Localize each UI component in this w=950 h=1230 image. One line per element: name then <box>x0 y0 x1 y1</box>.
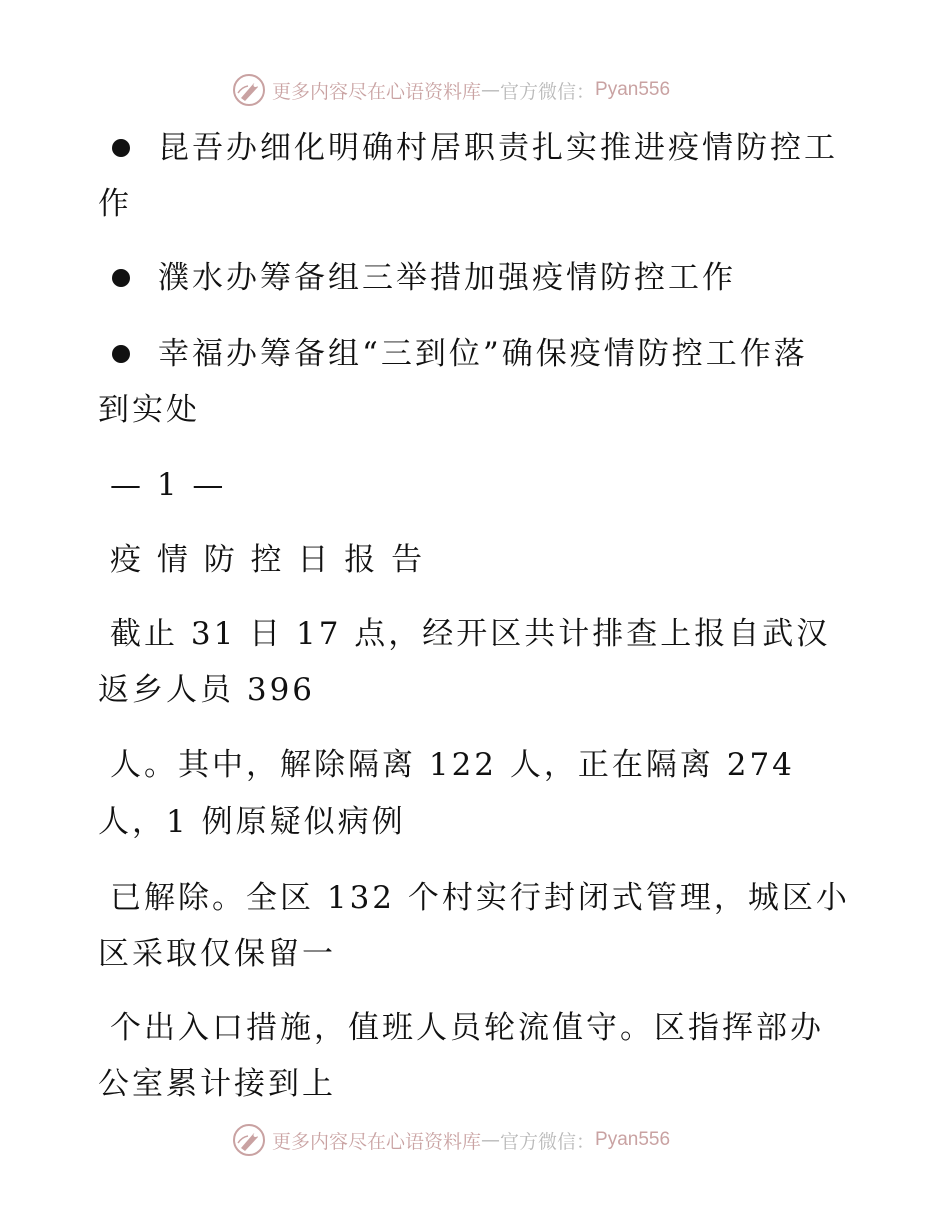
watermark-footer <box>232 1120 752 1160</box>
bullet-item-1 <box>112 128 838 168</box>
bullet-dot-icon <box>112 139 130 157</box>
watermark-header <box>232 70 752 110</box>
bullet-item-3-continuation: 到实处 <box>98 392 200 428</box>
report-title: 疫 情 防 控 日 报 告 <box>110 542 426 578</box>
pen-logo-icon <box>232 73 266 107</box>
paragraph-2-line-2: 人，1 例原疑似病例 <box>98 804 406 840</box>
bullet-item-1-continuation: 作 <box>98 186 132 222</box>
pen-logo-icon <box>232 1123 266 1157</box>
watermark-wechat-id: Pyan556 <box>595 1129 671 1150</box>
watermark-dash: — <box>481 79 501 101</box>
watermark-main-text: 更多内容尽在心语资料库 <box>272 80 482 103</box>
paragraph-4-line-1: 个出入口措施，值班人员轮流值守。区指挥部办 <box>110 1010 824 1046</box>
paragraph-1-line-2: 返乡人员 396 <box>98 672 316 708</box>
watermark-wechat-id: Pyan556 <box>595 79 671 100</box>
paragraph-3-line-2: 区采取仅保留一 <box>98 936 336 972</box>
paragraph-4-line-2: 公室累计接到上 <box>98 1066 336 1102</box>
bullet-item-3-text: 幸福办筹备组“三到位”确保疫情防控工作落 <box>158 336 808 372</box>
watermark-official-label: 官方微信： <box>500 80 596 103</box>
bullet-item-3 <box>112 334 808 374</box>
bullet-dot-icon <box>112 269 130 287</box>
watermark-main-text: 更多内容尽在心语资料库 <box>272 1130 482 1153</box>
watermark-dash: — <box>481 1129 501 1151</box>
page-number: — 1 — <box>110 467 227 503</box>
bullet-item-2 <box>112 258 736 298</box>
paragraph-2-line-1: 人。其中，解除隔离 122 人，正在隔离 274 <box>110 747 795 783</box>
paragraph-1-line-1: 截止 31 日 17 点，经开区共计排查上报自武汉 <box>110 616 831 652</box>
paragraph-3-line-1: 已解除。全区 132 个村实行封闭式管理，城区小 <box>110 880 850 916</box>
bullet-item-1-text: 昆吾办细化明确村居职责扎实推进疫情防控工 <box>158 130 838 166</box>
watermark-official-label: 官方微信： <box>500 1130 596 1153</box>
bullet-dot-icon <box>112 345 130 363</box>
bullet-item-2-text: 濮水办筹备组三举措加强疫情防控工作 <box>158 260 736 296</box>
